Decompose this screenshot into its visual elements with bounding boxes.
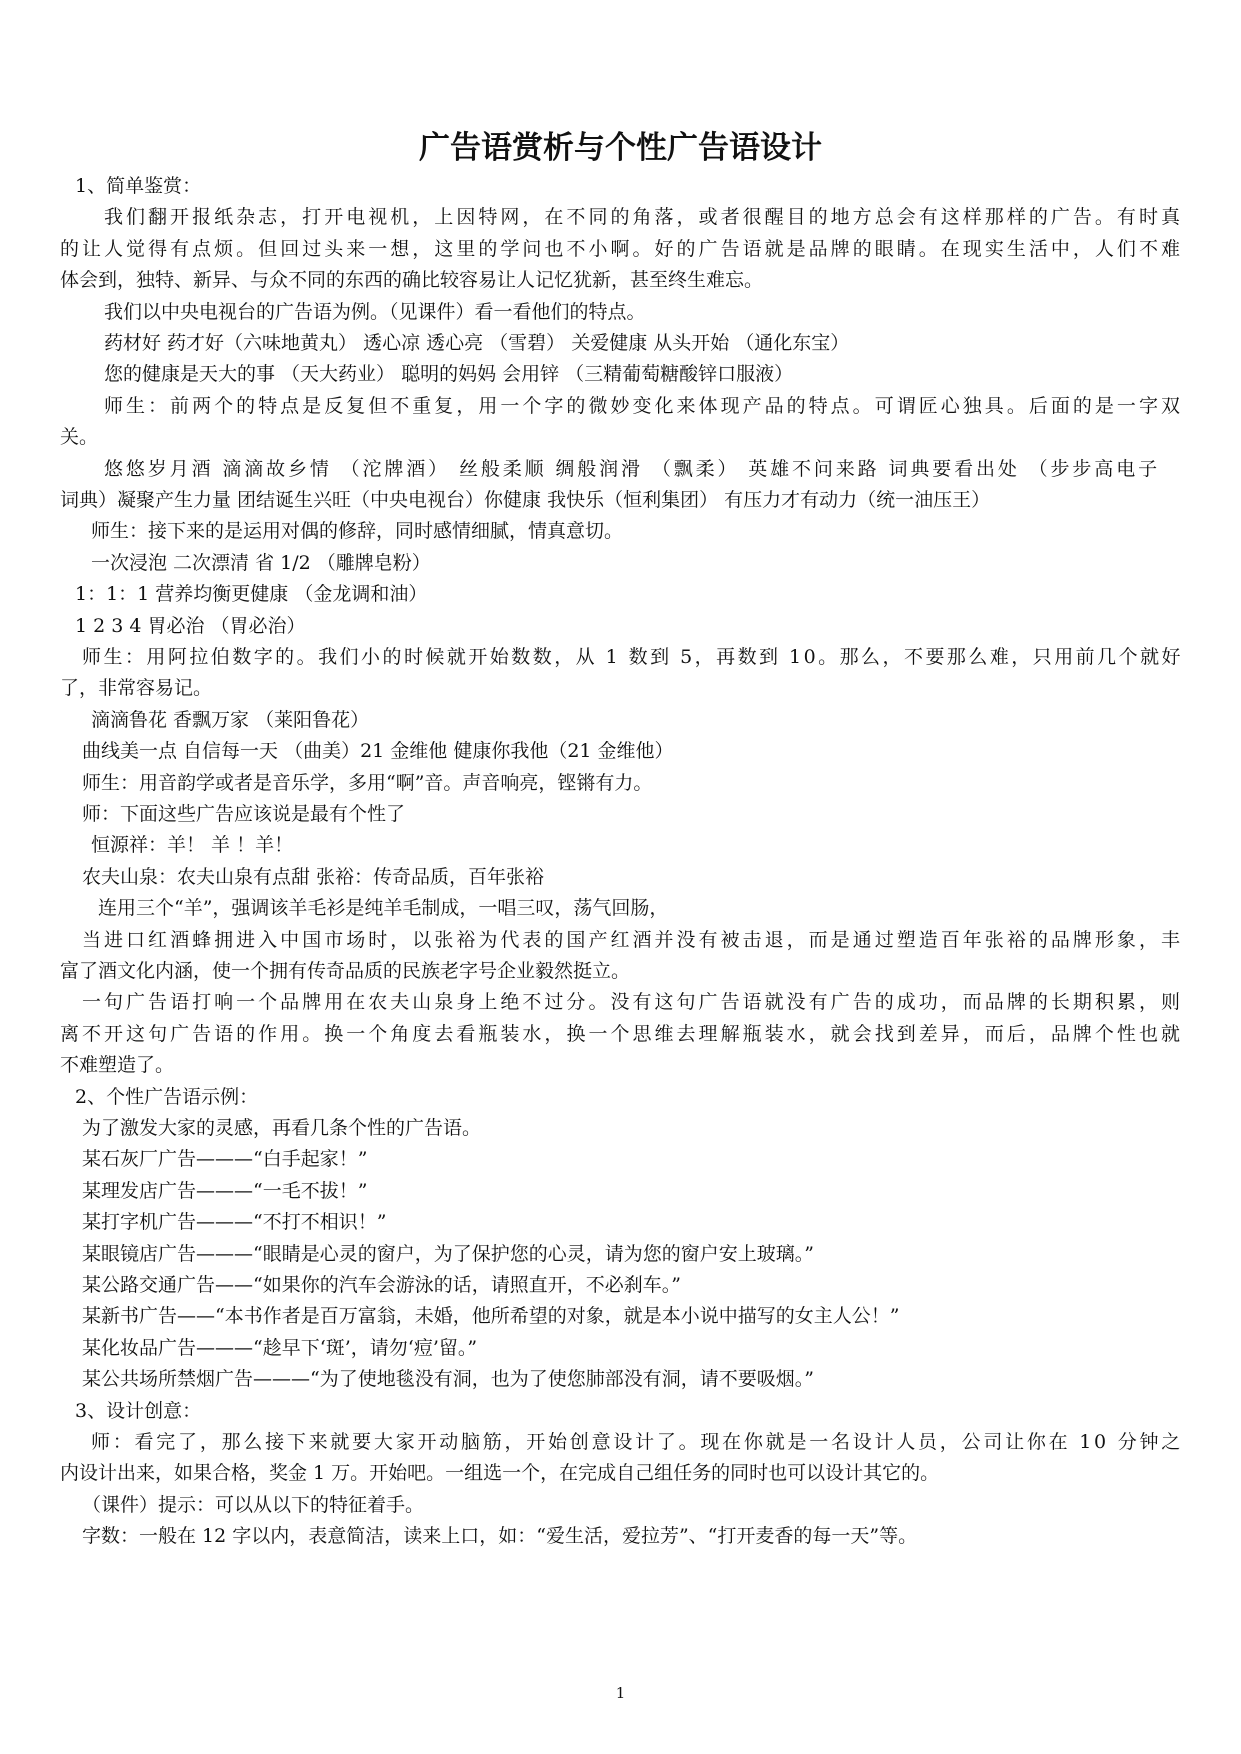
body-line: 曲线美一点 自信每一天 （曲美）21 金维他 健康你我他（21 金维他） (82, 740, 674, 763)
body-line: 药材好 药才好（六味地黄丸） 透心凉 透心亮 （雪碧） 关爱健康 从头开始 （通化东宝） (104, 332, 850, 354)
body-line: 恒源祥：羊！ 羊 ！羊！ (91, 834, 294, 857)
body-line: 1 2 3 4 胃必治 （胃必治） (75, 614, 306, 637)
body-line: 不难塑造了。 (60, 1054, 175, 1077)
body-line: 师生：前两个的特点是反复但不重复，用一个字的微妙变化来体现产品的特点。可谓匠心独具。后面的是一字双 (104, 394, 1183, 417)
document-title: 广告语赏析与个性广告语设计 (419, 130, 822, 166)
body-line: 我们以中央电视台的广告语为例。（见课件）看一看他们的特点。 (104, 300, 646, 323)
body-line: 某打字机广告———“不打不相识！” (82, 1211, 387, 1234)
body-line: 关。 (60, 426, 99, 449)
body-line: 1、简单鉴赏： (75, 175, 202, 197)
body-line: 2、个性广告语示例： (75, 1085, 259, 1108)
body-line: 一次浸泡 二次漂清 省 1/2 （雕牌皂粉） (91, 551, 431, 574)
body-line: 某公共场所禁烟广告———“为了使地毯没有洞，也为了使您肺部没有洞，请不要吸烟。” (82, 1368, 814, 1391)
body-line: 当进口红酒蜂拥进入中国市场时，以张裕为代表的国产红酒并没有被击退，而是通过塑造百年张裕的品牌形象，丰 (82, 928, 1183, 951)
body-line: 内设计出来，如果合格，奖金 1 万。开始吧。一组选一个，在完成自己组任务的同时也可以设计其它的。 (60, 1462, 940, 1485)
body-line: 某新书广告——“本书作者是百万富翁，未婚，他所希望的对象，就是本小说中描写的女主人公！” (82, 1305, 900, 1328)
body-line: 某公路交通广告——“如果你的汽车会游泳的话，请照直开，不必刹车。” (82, 1274, 681, 1296)
body-line: 离不开这句广告语的作用。换一个角度去看瓶装水，换一个思维去理解瓶装水，就会找到差异，而后，品牌个性也就 (60, 1022, 1183, 1045)
body-line: 连用三个“羊”，强调该羊毛衫是纯羊毛制成，一唱三叹，荡气回肠， (98, 897, 669, 920)
body-line: 某理发店广告———“一毛不拔！” (82, 1179, 368, 1202)
body-line: 1：1：1 营养均衡更健康 （金龙调和油） (75, 583, 428, 606)
body-line: 词典）凝聚产生力量 团结诞生兴旺（中央电视台）你健康 我快乐（恒利集团） 有压力才有动力（统一油压王） (60, 489, 991, 511)
body-line: 了，非常容易记。 (60, 677, 213, 700)
body-line: 您的健康是天大的事 （天大药业） 聪明的妈妈 会用锌 （三精葡萄糖酸锌口服液） (104, 363, 794, 386)
body-line: 3、设计创意： (75, 1399, 202, 1422)
body-line: 农夫山泉：农夫山泉有点甜 张裕：传奇品质，百年张裕 (82, 865, 545, 888)
body-line: 我们翻开报纸杂志，打开电视机，上因特网，在不同的角落，或者很醒目的地方总会有这样那样的广告。有时真 (104, 206, 1183, 229)
body-line: 为了激发大家的灵感，再看几条个性的广告语。 (82, 1117, 482, 1139)
body-line: 师生：接下来的是运用对偶的修辞，同时感情细腻，情真意切。 (91, 520, 624, 543)
body-line: 的让人觉得有点烦。但回过头来一想，这里的学问也不小啊。好的广告语就是品牌的眼睛。在现实生活中，人们不难 (60, 237, 1183, 260)
body-line: （课件）提示：可以从以下的特征着手。 (82, 1493, 425, 1516)
body-line: 富了酒文化内涵，使一个拥有传奇品质的民族老字号企业毅然挺立。 (60, 960, 631, 982)
body-line: 滴滴鲁花 香飘万家 （莱阳鲁花） (91, 708, 370, 731)
body-line: 体会到，独特、新异、与众不同的东西的确比较容易让人记忆犹新，甚至终生难忘。 (60, 269, 764, 292)
page-number: 1 (615, 1684, 626, 1702)
body-line: 悠悠岁月酒 滴滴故乡情 （沱牌酒） 丝般柔顺 绸般润滑 （飘柔） 英雄不问来路 词典要看出处 （步步高电子 (104, 457, 1160, 480)
body-line: 某化妆品广告———“趁早下‘斑’，请勿‘痘’留。” (82, 1336, 478, 1359)
body-line: 某石灰厂广告———“白手起家！” (82, 1148, 368, 1171)
body-line: 师生：用音韵学或者是音乐学，多用“啊”音。声音响亮，铿锵有力。 (82, 771, 653, 794)
body-line: 师：看完了，那么接下来就要大家开动脑筋，开始创意设计了。现在你就是一名设计人员，公司让你在 10 分钟之 (91, 1431, 1183, 1453)
body-line: 字数：一般在 12 字以内，表意简洁，读来上口，如：“爱生活，爱拉芳”、“打开麦香的每一天”等。 (82, 1525, 918, 1548)
body-line: 师生：用阿拉伯数字的。我们小的时候就开始数数，从 1 数到 5，再数到 10。那么，不要那么难，只用前几个就好 (82, 646, 1183, 668)
body-line: 某眼镜店广告———“眼睛是心灵的窗户，为了保护您的心灵，请为您的窗户安上玻璃。” (82, 1242, 814, 1265)
body-line: 师：下面这些广告应该说是最有个性了 (82, 803, 406, 825)
body-line: 一句广告语打响一个品牌用在农夫山泉身上绝不过分。没有这句广告语就没有广告的成功，而品牌的长期积累，则 (82, 991, 1183, 1014)
